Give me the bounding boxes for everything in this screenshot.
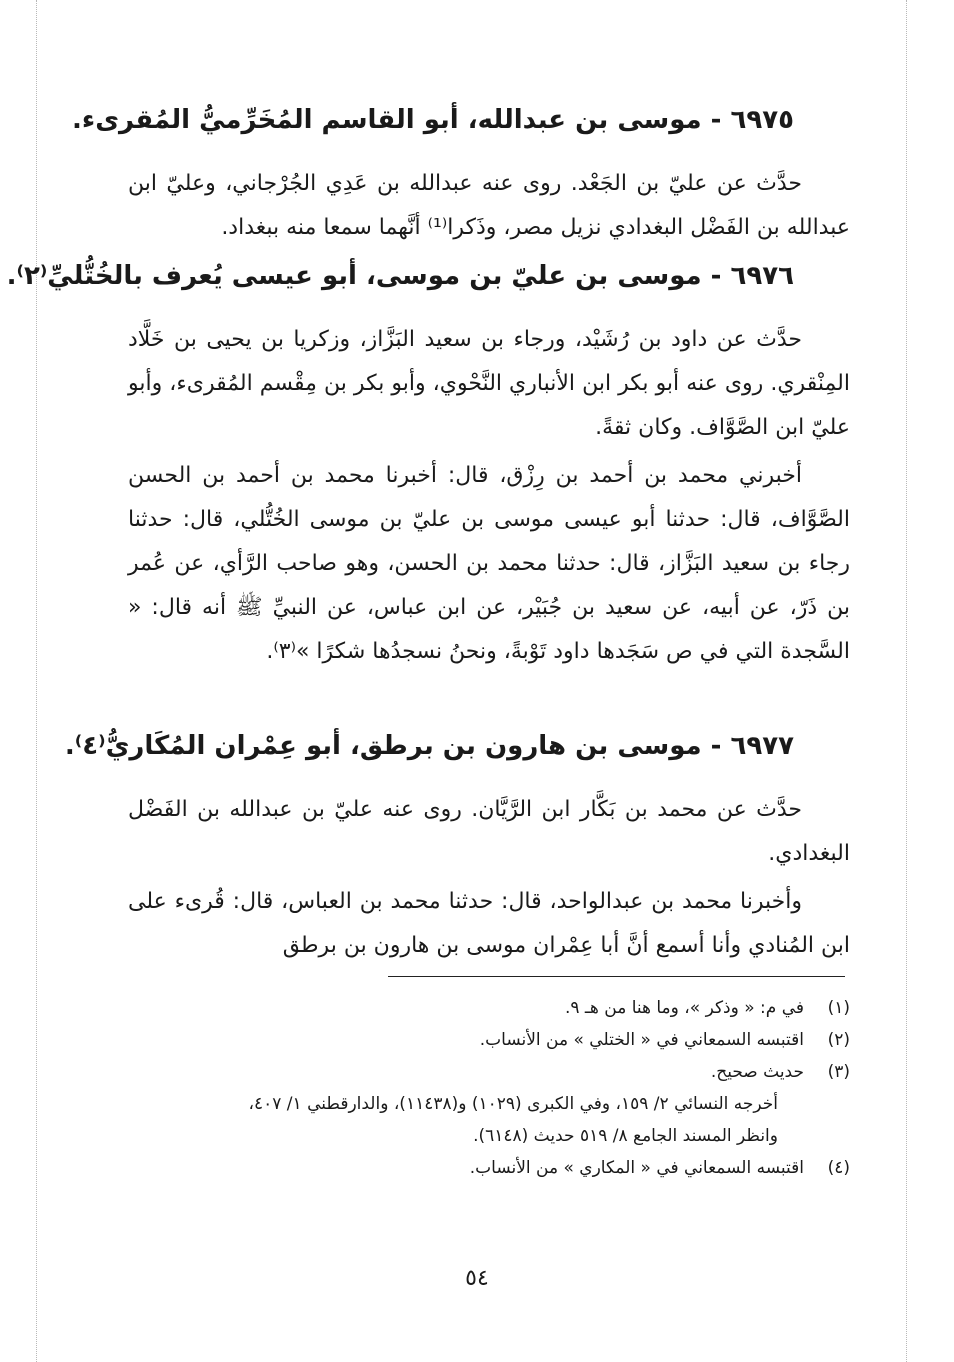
footnote-text: في م: « وذكر »، وما هنا من هـ ٩. — [564, 998, 804, 1018]
entry-paragraph: حدَّث عن داود بن رُشَيْد، ورجاء بن سعيد البَزَّاز، وزكريا بن يحيى بن خَلَّاد المِنْقري. روى عنه أبو بكر ابن الأنباري النَّحْوي، وأبو بكر بن مِقْسم المُقرىء، وأبو عليّ ابن الصَّوَّاف. وكان ثقةً. — [128, 327, 850, 440]
footnote-text: اقتبسه السمعاني في « الختلي » من الأنساب. — [479, 1030, 804, 1050]
entry-paragraph: أخبرني محمد بن أحمد بن رِزْق، قال: أخبرنا محمد بن أحمد بن الحسن الصَّوَّاف، قال: حدثنا أبو عيسى موسى بن عليّ بن موسى الخُتُّلي، قال: حدثنا رجاء بن سعيد البَزَّاز، قال: حدثنا محمد بن الحسن، وهو صاحب الرَّأي، عن عُمر بن ذَرّ، عن أبيه، عن سعيد بن جُبَيْر، عن ابن عباس، عن النبيِّ ﷺ أنه قال: « السَّجدة التي في ص سَجَدها داود تَوْبةً، ونحنُ نسجدُها شكرًا »⁽٣⁾. — [128, 463, 850, 664]
footnote-3 — [128, 1056, 850, 1088]
entry-body-6976 — [128, 318, 850, 674]
footnote-number: (٣) — [827, 1062, 850, 1082]
footnote-text: اقتبسه السمعاني في « المكاري » من الأنساب. — [469, 1158, 804, 1178]
footnote-number: (٤) — [827, 1158, 850, 1178]
entry-paragraph: حدَّث عن محمد بن بَكَّار ابن الرَّيَّان. روى عنه عليّ بن عبدالله بن الفَضْل البغدادي. — [128, 797, 850, 866]
entry-heading-6976: ٦٩٧٦ - موسى بن عليّ بن موسى، أبو عيسى يُعرف بالخُتُّليِّ⁽٢⁾. — [6, 261, 794, 291]
entry-heading-6975: ٦٩٧٥ - موسى بن عبدالله، أبو القاسم المُخَرِّميُّ المُقرىء. — [72, 105, 794, 135]
footnote-3-detail — [128, 1088, 850, 1120]
footnote-number: (١) — [827, 998, 850, 1018]
scan-edge-dots-right — [906, 0, 907, 1362]
footnote-number: (٢) — [827, 1030, 850, 1050]
footnote-separator — [388, 976, 845, 977]
entry-paragraph: حدَّث عن عليّ بن الجَعْد. روى عنه عبدالله بن عَدِي الجُرْجاني، وعليّ ابن عبدالله بن الفَضْل البغدادي نزيل مصر، وذَكرا⁽¹⁾ أنَّهما سمعا منه ببغداد. — [128, 171, 850, 240]
footnote-3-detail-2 — [128, 1120, 850, 1152]
footnote-4 — [128, 1152, 850, 1184]
scan-edge-dots-left — [36, 0, 37, 1362]
footnote-text: حديث صحيح. — [710, 1062, 804, 1082]
footnote-text: أخرجه النسائي ٢/ ١٥٩، وفي الكبرى (١٠٢٩) و(١١٤٣٨)، والدارقطني ١/ ٤٠٧، — [248, 1094, 778, 1114]
entry-body-6977 — [128, 788, 850, 968]
footnote-text: وانظر المسند الجامع ٨/ ٥١٩ حديث (٦١٤٨). — [473, 1126, 778, 1146]
entry-paragraph: وأخبرنا محمد بن عبدالواحد، قال: حدثنا محمد بن العباس، قال: قُرىء على ابن المُنادي وأنا أسمع أنَّ أبا عِمْران موسى بن هارون بن برطق — [128, 889, 850, 958]
footnote-1 — [128, 992, 850, 1024]
entry-heading-6977: ٦٩٧٧ - موسى بن هارون بن برطق، أبو عِمْران المُكَاريُّ⁽٤⁾. — [64, 731, 794, 761]
footnote-2 — [128, 1024, 850, 1056]
entry-body-6975 — [128, 162, 850, 250]
footnotes — [128, 992, 850, 1184]
page-number: ٥٤ — [465, 1266, 489, 1291]
